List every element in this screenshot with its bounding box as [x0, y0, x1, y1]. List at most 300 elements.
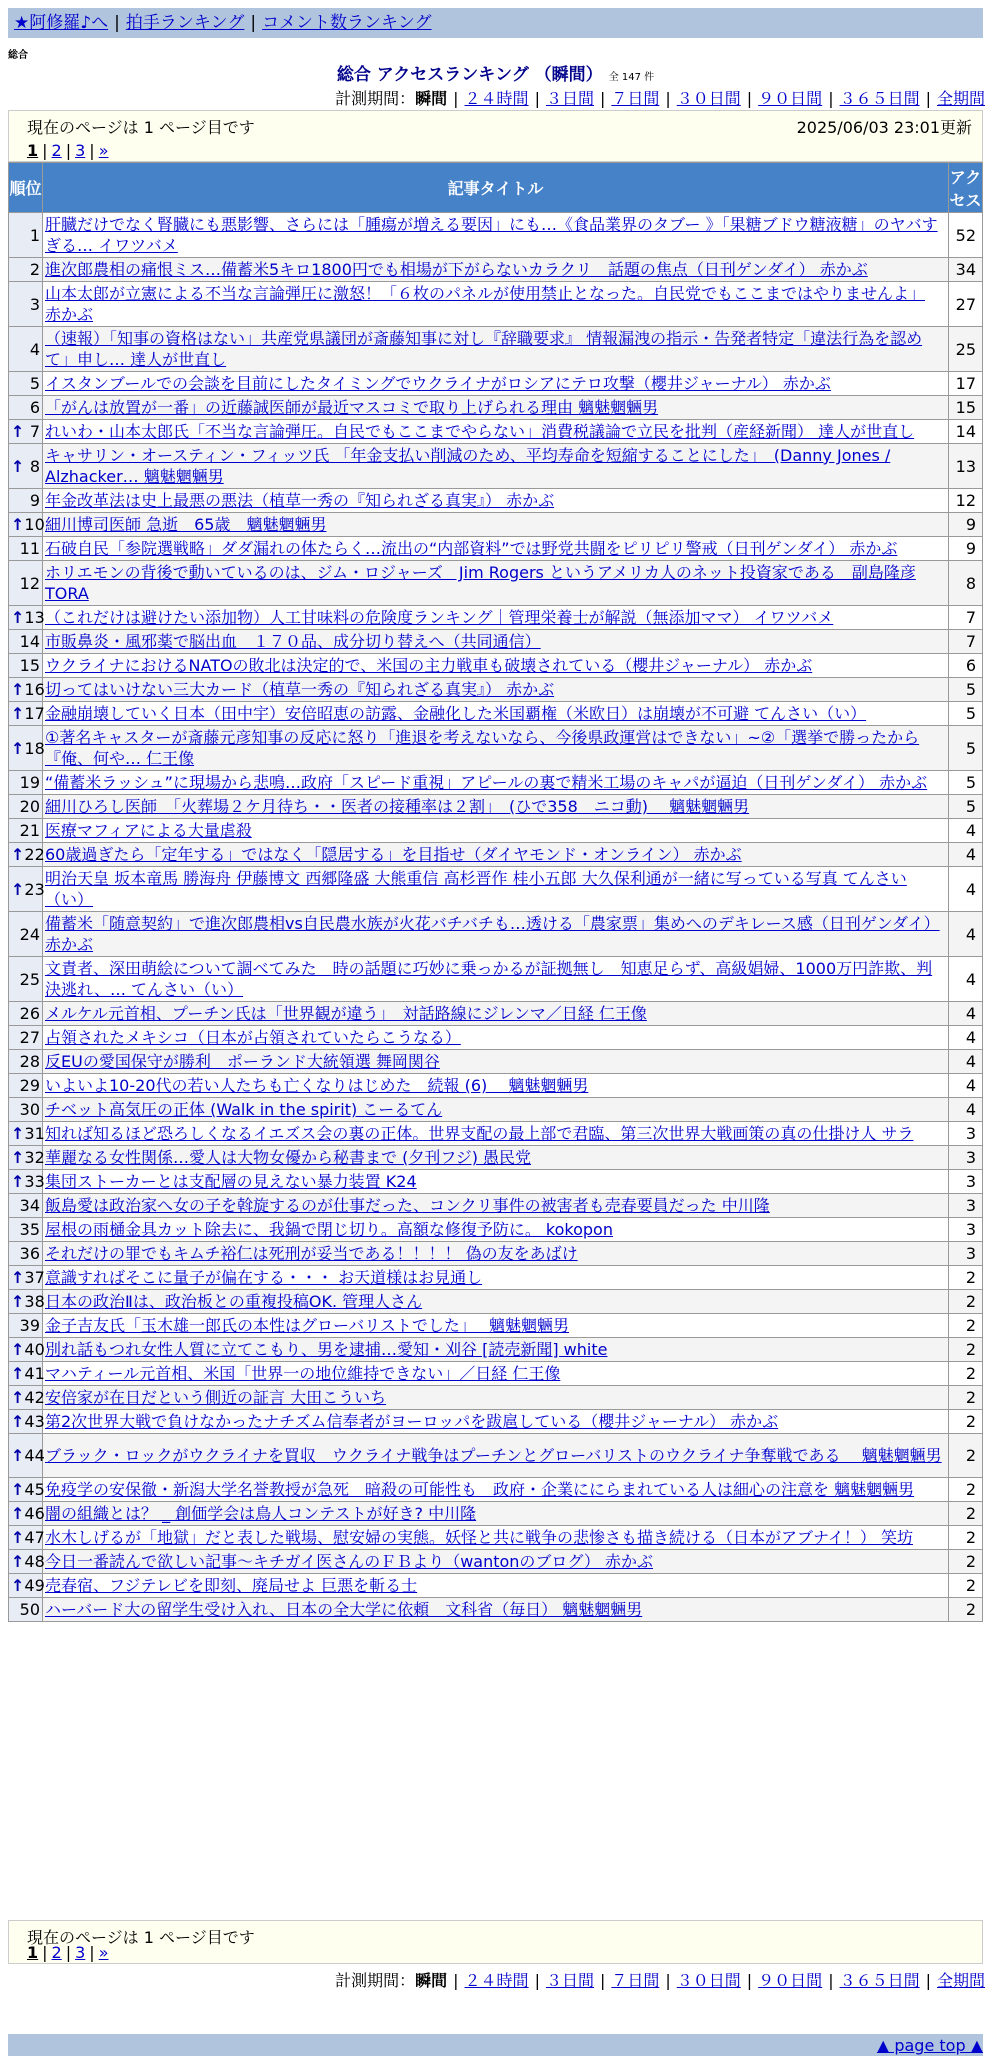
article-link[interactable]: 売春宿、フジテレビを即刻、廃局せよ 巨悪を斬る士 — [45, 1576, 418, 1595]
access-count: 2 — [949, 1314, 983, 1338]
table-row — [9, 1266, 983, 1290]
rank-number: 33 — [24, 1172, 45, 1191]
article-link[interactable]: れいわ・山本太郎氏「不当な言論弾圧。自民でもここまでやらない」消費税議論で立民を批判（産経新聞） 達人が世直し — [45, 422, 915, 441]
period-separator: | — [534, 89, 540, 108]
rank-cell — [9, 726, 43, 771]
article-link[interactable]: いよいよ10-20代の若い人たちも亡くなりはじめた 続報 (6) 魑魅魍魎男 — [45, 1076, 589, 1095]
rank-cell — [9, 1266, 43, 1290]
rank-number: 7 — [29, 422, 40, 441]
table-row — [9, 420, 983, 444]
pager-separator: | — [89, 141, 95, 160]
period-selector-top — [335, 86, 985, 109]
title-cell — [43, 606, 949, 630]
title-cell — [43, 726, 949, 771]
bottom-nav — [8, 2034, 983, 2056]
title-cell — [43, 1194, 949, 1218]
access-count: 2 — [949, 1434, 983, 1478]
access-count: 25 — [949, 327, 983, 372]
rank-cell — [9, 654, 43, 678]
article-link[interactable]: 日本の政治Ⅱは、政治板との重複投稿OK. 管理人さん — [45, 1292, 423, 1311]
rank-up-arrow-icon: ↑ — [11, 680, 25, 699]
title-cell — [43, 213, 949, 258]
rank-cell — [9, 771, 43, 795]
rank-up-arrow-icon: ↑ — [11, 845, 25, 864]
table-row — [9, 1026, 983, 1050]
next-page-link[interactable]: » — [98, 1943, 109, 1962]
period-separator: | — [453, 1971, 459, 1990]
page-top-link[interactable]: ▲ page top ▲ — [876, 2036, 983, 2055]
rank-cell — [9, 795, 43, 819]
rank-cell — [9, 630, 43, 654]
access-count: 4 — [949, 1074, 983, 1098]
table-row — [9, 630, 983, 654]
nav-separator: | — [250, 13, 257, 33]
rank-cell — [9, 258, 43, 282]
comment-ranking-link[interactable]: コメント数ランキング — [262, 13, 432, 33]
period-link[interactable]: ９０日間 — [758, 89, 823, 108]
article-link[interactable]: イスタンブールでの会談を目前にしたタイミングでウクライナがロシアにテロ攻撃（櫻井ジャーナル） 赤かぶ — [45, 374, 831, 393]
article-link[interactable]: 進次郎農相の痛恨ミス…備蓄米5キロ1800円でも相場が下がらないカラクリ 話題の焦点（日刊ゲンダイ） 赤かぶ — [45, 260, 868, 279]
period-link[interactable]: ３６５日間 — [839, 89, 920, 108]
period-link[interactable]: ９０日間 — [758, 1971, 823, 1990]
rank-number: 17 — [24, 704, 45, 723]
title-cell — [43, 1338, 949, 1362]
rank-up-arrow-icon: ↑ — [11, 1576, 25, 1595]
title-cell — [43, 489, 949, 513]
title-cell — [43, 1574, 949, 1598]
article-link[interactable]: 細川ひろし医師 「火葬場２ケ月待ち・・医者の接種率は２割」 (ひで358 ニコ動) 魑魅魍魎男 — [45, 797, 750, 816]
rank-number: 5 — [29, 374, 40, 393]
table-row — [9, 561, 983, 606]
period-link[interactable]: ３０日間 — [676, 89, 741, 108]
article-link[interactable]: （速報）「知事の資格はない」共産党県議団が斎藤知事に対し『辞職要求』 情報漏洩の指示・告発者特定「違法行為を認めて」申し… 達人が世直し — [45, 329, 923, 369]
rank-up-arrow-icon: ↑ — [11, 1552, 25, 1571]
pager-separator: | — [89, 1943, 95, 1962]
table-row — [9, 1002, 983, 1026]
rank-number: 30 — [19, 1100, 40, 1119]
article-link[interactable]: 医療マフィアによる大量虐殺 — [45, 821, 252, 840]
article-link[interactable]: 金子吉友氏「玉木雄一郎氏の本性はグローバリストでした」 魑魅魍魎男 — [45, 1316, 569, 1335]
rank-number: 16 — [24, 680, 45, 699]
access-count: 3 — [949, 1194, 983, 1218]
rank-number: 41 — [24, 1364, 45, 1383]
page-info-top — [8, 110, 983, 162]
rank-cell — [9, 678, 43, 702]
rank-number: 3 — [29, 294, 40, 314]
current-page-text: 現在のページは 1 ページ目です — [27, 118, 255, 137]
rank-cell — [9, 1074, 43, 1098]
rank-cell — [9, 702, 43, 726]
rank-cell — [9, 372, 43, 396]
article-link[interactable]: 第2次世界大戦で負けなかったナチズム信奉者がヨーロッパを跋扈している（櫻井ジャーナル） 赤かぶ — [45, 1412, 779, 1431]
article-link[interactable]: 石破自民「参院選戦略」ダダ漏れの体たらく…流出の“内部資料”では野党共闘をピリピリ警戒（日刊ゲンダイ） 赤かぶ — [45, 539, 898, 558]
rank-number: 46 — [24, 1504, 45, 1523]
access-count: 4 — [949, 1002, 983, 1026]
rank-up-arrow-icon: ↑ — [11, 422, 25, 441]
rank-number: 43 — [24, 1412, 45, 1431]
period-separator: | — [828, 89, 834, 108]
access-count: 4 — [949, 867, 983, 912]
page-link[interactable]: 3 — [75, 1943, 86, 1962]
period-link[interactable]: 全期間 — [936, 89, 985, 108]
title-cell — [43, 1050, 949, 1074]
access-count: 13 — [949, 444, 983, 489]
rank-cell — [9, 957, 43, 1002]
article-link[interactable]: ①著名キャスターが斎藤元彦知事の反応に怒り「進退を考えないなら、今後県政運営はできない」~②「選挙で勝ったから『俺、何や… 仁王像 — [45, 728, 920, 768]
rank-cell — [9, 396, 43, 420]
table-row — [9, 1386, 983, 1410]
rank-number: 39 — [19, 1316, 40, 1335]
period-separator: | — [925, 89, 931, 108]
access-count: 9 — [949, 537, 983, 561]
article-link[interactable]: チベット高気圧の正体 (Walk in the spirit) こーるてん — [45, 1100, 443, 1119]
title-cell — [43, 561, 949, 606]
access-count: 2 — [949, 1338, 983, 1362]
table-row — [9, 444, 983, 489]
title-cell — [43, 867, 949, 912]
period-separator: | — [665, 89, 671, 108]
article-link[interactable]: 別れ話もつれ女性人質に立てこもり、男を逮捕…愛知・刈谷 [読売新聞] white — [45, 1340, 608, 1359]
table-row — [9, 1502, 983, 1526]
article-link[interactable]: ホリエモンの背後で動いているのは、ジム・ロジャーズ Jim Rogers というアメリカ人のネット投資家である 副島隆彦TORA — [45, 563, 916, 603]
access-count: 5 — [949, 795, 983, 819]
table-row — [9, 957, 983, 1002]
access-count: 4 — [949, 843, 983, 867]
title-cell — [43, 1266, 949, 1290]
title-cell — [43, 1122, 949, 1146]
title-cell — [43, 1290, 949, 1314]
rank-cell — [9, 513, 43, 537]
article-link[interactable]: 肝臓だけでなく腎臓にも悪影響、さらには「腫瘍が増える要因」にも…《食品業界のタブー 》「果糖ブドウ糖液糖」のヤバすぎる… イワツバメ — [45, 215, 938, 255]
title-cell — [43, 795, 949, 819]
access-count: 4 — [949, 819, 983, 843]
page-link-current[interactable]: 1 — [27, 1943, 39, 1962]
period-link[interactable]: ３０日間 — [676, 1971, 741, 1990]
article-link[interactable]: 60歳過ぎたら「定年する」ではなく「隠居する」を目指せ（ダイヤモンド・オンライン） 赤かぶ — [45, 845, 742, 864]
article-link[interactable]: “備蓄米ラッシュ”に現場から悲鳴…政府「スピード重視」アピールの裏で精米工場のキャパが逼迫（日刊ゲンダイ） 赤かぶ — [45, 773, 928, 792]
access-count: 5 — [949, 771, 983, 795]
access-count: 2 — [949, 1478, 983, 1502]
access-count: 3 — [949, 1242, 983, 1266]
rank-cell — [9, 1526, 43, 1550]
article-link[interactable]: それだけの罪でもキムチ裕仁は死刑が妥当である！！！！ 偽の友をあばけ — [45, 1244, 578, 1263]
period-selector-bottom — [335, 1968, 985, 1991]
access-count: 6 — [949, 654, 983, 678]
article-link[interactable]: 切ってはいけない三大カード（植草一秀の『知られざる真実』） 赤かぶ — [45, 680, 555, 699]
rank-up-arrow-icon: ↑ — [11, 1446, 25, 1465]
article-link[interactable]: 市販鼻炎・風邪薬で脳出血 １７０品、成分切り替えへ（共同通信） — [45, 632, 541, 651]
table-row — [9, 396, 983, 420]
rank-number: 50 — [19, 1600, 40, 1619]
article-link[interactable]: 免疫学の安保徹・新潟大学名誉教授が急死 暗殺の可能性も 政府・企業ににらまれている人は細心の注意を 魑魅魍魎男 — [45, 1480, 915, 1499]
home-link[interactable]: ★阿修羅♪へ — [14, 13, 109, 33]
table-row — [9, 912, 983, 957]
article-link[interactable]: 華麗なる女性関係…愛人は大物女優から秘書まで (夕刊フジ) 愚民党 — [45, 1148, 532, 1167]
col-header-title: 記事タイトル — [43, 163, 949, 213]
table-row — [9, 1098, 983, 1122]
title-cell — [43, 1218, 949, 1242]
rank-number: 13 — [24, 608, 45, 627]
rank-cell — [9, 912, 43, 957]
article-link[interactable]: キャサリン・オースティン・フィッツ氏 「年金支払い削減のため、平均寿命を短縮することにした」 (Danny Jones / Alzhacker… 魑魅魍魎男 — [45, 446, 891, 486]
article-link[interactable]: 闇の組織とは？ _ 創価学会は鳥人コンテストが好き? 中川隆 — [45, 1504, 477, 1523]
rank-number: 9 — [29, 491, 40, 510]
rank-number: 37 — [24, 1268, 45, 1287]
access-count: 5 — [949, 702, 983, 726]
rank-up-arrow-icon: ↑ — [11, 1528, 25, 1547]
article-link[interactable]: マハティール元首相、米国「世界一の地位維持できない」／日経 仁王像 — [45, 1364, 561, 1383]
rank-cell — [9, 843, 43, 867]
rank-number: 10 — [24, 515, 45, 534]
title-cell — [43, 327, 949, 372]
title-cell — [43, 678, 949, 702]
rank-cell — [9, 867, 43, 912]
rank-cell — [9, 1338, 43, 1362]
period-link[interactable]: ７日間 — [611, 1971, 660, 1990]
title-cell — [43, 1314, 949, 1338]
table-row — [9, 1434, 983, 1478]
col-header-rank: 順位 — [9, 163, 43, 213]
rank-cell — [9, 444, 43, 489]
access-count: 2 — [949, 1266, 983, 1290]
access-count: 4 — [949, 957, 983, 1002]
rank-number: 19 — [19, 773, 40, 792]
access-count: 52 — [949, 213, 983, 258]
rank-cell — [9, 1410, 43, 1434]
article-link[interactable]: ウクライナにおけるNATOの敗北は決定的で、米国の主力戦車も破壊されている（櫻井ジャーナル） 赤かぶ — [45, 656, 813, 675]
article-link[interactable]: 明治天皇 坂本竜馬 勝海舟 伊藤博文 西郷隆盛 大熊重信 高杉晋作 桂小五郎 大久保利通が一緒に写っている写真 てんさい（い） — [45, 869, 907, 909]
table-row — [9, 1338, 983, 1362]
table-row — [9, 1362, 983, 1386]
rank-cell — [9, 282, 43, 327]
access-count: 2 — [949, 1362, 983, 1386]
rank-cell — [9, 1026, 43, 1050]
table-row — [9, 372, 983, 396]
article-link[interactable]: 今日一番読んで欲しい記事〜キチガイ医さんのＦＢより（wantonのブログ） 赤かぶ — [45, 1552, 654, 1571]
article-link[interactable]: 年金改革法は史上最悪の悪法（植草一秀の『知られざる真実』） 赤かぶ — [45, 491, 555, 510]
rank-cell — [9, 1502, 43, 1526]
article-link[interactable]: 知れば知るほど恐ろしくなるイエズス会の裏の正体。世界支配の最上部で君臨、第三次世界大戦画策の真の仕掛け人 サラ — [45, 1124, 914, 1143]
article-link[interactable]: 文責者、深田萌絵について調べてみた 時の話題に巧妙に乗っかるが証拠無し 知恵足らず、高級娼婦、1000万円詐欺、判決逃れ、… てんさい（い） — [45, 959, 933, 999]
rank-number: 31 — [24, 1124, 45, 1143]
rank-number: 21 — [19, 821, 40, 840]
article-link[interactable]: メルケル元首相、プーチン氏は「世界観が違う」 対話路線にジレンマ／日経 仁王像 — [45, 1004, 647, 1023]
title-cell — [43, 396, 949, 420]
table-row — [9, 282, 983, 327]
access-count: 2 — [949, 1574, 983, 1598]
page-link[interactable]: 2 — [51, 1943, 62, 1962]
pager-separator: | — [65, 1943, 72, 1962]
title-cell — [43, 420, 949, 444]
access-count: 3 — [949, 1146, 983, 1170]
rank-number: 45 — [24, 1480, 45, 1499]
title-cell — [43, 1170, 949, 1194]
article-link[interactable]: 占領されたメキシコ（日本が占領されていたらこうなる） — [45, 1028, 461, 1047]
article-link[interactable]: 細川博司医師 急逝 65歳 魑魅魍魎男 — [45, 515, 327, 534]
rank-up-arrow-icon: ↑ — [11, 1412, 25, 1431]
rank-up-arrow-icon: ↑ — [11, 1172, 25, 1191]
access-count: 2 — [949, 1410, 983, 1434]
rank-number: 4 — [29, 339, 40, 359]
title-cell — [43, 1386, 949, 1410]
table-row — [9, 258, 983, 282]
table-row — [9, 1574, 983, 1598]
page-link[interactable]: 2 — [51, 141, 62, 160]
article-link[interactable]: ハーバード大の留学生受け入れ、日本の全大学に依頼 文科省（毎日） 魑魅魍魎男 — [45, 1600, 643, 1619]
title-cell — [43, 1434, 949, 1478]
period-link[interactable]: ２４時間 — [464, 1971, 529, 1990]
rank-cell — [9, 1098, 43, 1122]
period-separator: | — [599, 89, 606, 108]
period-separator: | — [599, 1971, 606, 1990]
rank-cell — [9, 1434, 43, 1478]
access-count: 4 — [949, 1026, 983, 1050]
pager-separator: | — [65, 141, 72, 160]
table-row — [9, 1526, 983, 1550]
rank-cell — [9, 1362, 43, 1386]
period-link[interactable]: ３日間 — [545, 89, 594, 108]
table-row — [9, 1410, 983, 1434]
title-cell — [43, 912, 949, 957]
rank-up-arrow-icon: ↑ — [11, 1340, 25, 1359]
article-link[interactable]: 意識すればそこに量子が偏在する・・・ お天道様はお見通し — [45, 1268, 483, 1287]
article-link[interactable]: 山本太郎が立憲による不当な言論弾圧に激怒！「６枚のパネルが使用禁止となった。自民党でもここまではやりませんよ」 赤かぶ — [45, 284, 926, 324]
table-row — [9, 1478, 983, 1502]
table-row — [9, 726, 983, 771]
article-link[interactable]: 水木しげるが「地獄」だと表した戦場、慰安婦の実態。妖怪と共に戦争の悲惨さも描き続ける（日本がアブナイ！） 笑坊 — [45, 1528, 913, 1547]
rank-up-arrow-icon: ↑ — [11, 1148, 25, 1167]
period-link[interactable]: ７日間 — [611, 89, 660, 108]
page-link[interactable]: 3 — [75, 141, 86, 160]
title-cell — [43, 654, 949, 678]
article-link[interactable]: 反EUの愛国保守が勝利 ポーランド大統領選 舞岡関谷 — [45, 1052, 440, 1071]
rank-number: 40 — [24, 1340, 45, 1359]
title-cell — [43, 372, 949, 396]
table-row — [9, 1170, 983, 1194]
rank-up-arrow-icon: ↑ — [11, 1292, 25, 1311]
rank-number: 44 — [24, 1446, 45, 1465]
nav-separator: | — [114, 13, 120, 33]
rank-cell — [9, 420, 43, 444]
period-separator: | — [925, 1971, 931, 1990]
rank-number: 38 — [24, 1292, 45, 1311]
rank-cell — [9, 819, 43, 843]
article-link[interactable]: ブラック・ロックがウクライナを買収 ウクライナ戦争はプーチンとグローバリストのウクライナ争奪戦である 魑魅魍魎男 — [45, 1446, 942, 1465]
rank-cell — [9, 1194, 43, 1218]
rank-number: 1 — [29, 225, 40, 245]
rank-cell — [9, 606, 43, 630]
rank-number: 42 — [24, 1388, 45, 1407]
table-row — [9, 771, 983, 795]
next-page-link[interactable]: » — [98, 141, 109, 160]
rank-up-arrow-icon: ↑ — [11, 515, 25, 534]
rank-cell — [9, 1050, 43, 1074]
table-row — [9, 654, 983, 678]
title-cell — [43, 1526, 949, 1550]
rank-number: 24 — [19, 924, 40, 944]
rank-number: 15 — [19, 656, 40, 675]
article-link[interactable]: 「がんは放置が一番」の近藤誠医師が最近マスコミで取り上げられる理由 魑魅魍魎男 — [45, 398, 659, 417]
page-title — [0, 60, 991, 85]
period-current: 瞬間 — [415, 1971, 448, 1990]
period-link[interactable]: ３日間 — [545, 1971, 594, 1990]
table-row — [9, 1218, 983, 1242]
table-row — [9, 213, 983, 258]
title-cell — [43, 258, 949, 282]
pager — [27, 141, 108, 160]
rank-number: 20 — [19, 797, 40, 816]
access-count: 34 — [949, 258, 983, 282]
rank-number: 23 — [24, 879, 45, 899]
rank-cell — [9, 1314, 43, 1338]
page-title-text: 総合 アクセスランキング （瞬間） — [336, 65, 603, 85]
col-header-access: アクセス — [949, 163, 983, 213]
rank-number: 35 — [19, 1220, 40, 1239]
access-count: 17 — [949, 372, 983, 396]
rank-cell — [9, 537, 43, 561]
table-row — [9, 819, 983, 843]
rank-up-arrow-icon: ↑ — [11, 456, 25, 476]
rank-number: 34 — [19, 1196, 40, 1215]
article-link[interactable]: 屋根の雨樋金具カット除去に、我鍋で閉じ切り。高額な修復予防に。 kokopon — [45, 1220, 613, 1239]
rank-up-arrow-icon: ↑ — [11, 1480, 25, 1499]
period-link[interactable]: ３６５日間 — [839, 1971, 920, 1990]
access-count: 2 — [949, 1502, 983, 1526]
article-link[interactable]: 金融崩壊していく日本（田中宇）安倍昭恵の訪露、金融化した米国覇権（米欧日）は崩壊が不可避 てんさい（い） — [45, 704, 867, 723]
title-cell — [43, 1550, 949, 1574]
rank-number: 12 — [19, 573, 40, 593]
title-cell — [43, 282, 949, 327]
rank-number: 27 — [19, 1028, 40, 1047]
article-link[interactable]: 飯島愛は政治家へ女の子を斡旋するのが仕事だった、コンクリ事件の被害者も売春要員だった 中川隆 — [45, 1196, 770, 1215]
table-row — [9, 1074, 983, 1098]
title-cell — [43, 1478, 949, 1502]
pager — [27, 1943, 108, 1962]
rank-number: 18 — [24, 738, 45, 758]
page-link-current[interactable]: 1 — [27, 141, 39, 160]
article-link[interactable]: 集団ストーカーとは支配層の見えない暴力装置 K24 — [45, 1172, 417, 1191]
table-row — [9, 1242, 983, 1266]
rank-number: 14 — [19, 632, 40, 651]
table-row — [9, 1050, 983, 1074]
rank-number: 6 — [29, 398, 40, 417]
article-link[interactable]: （これだけは避けたい添加物）人工甘味料の危険度ランキング｜管理栄養士が解説（無添加ママ） イワツバメ — [45, 608, 834, 627]
table-row — [9, 843, 983, 867]
pager-separator: | — [42, 1943, 48, 1962]
access-count: 3 — [949, 1218, 983, 1242]
rank-number: 32 — [24, 1148, 45, 1167]
title-cell — [43, 1026, 949, 1050]
article-link[interactable]: 備蓄米「随意契約」で進次郎農相vs自民農水族が火花バチバチも…透ける「農家票」集めへのデキレース感（日刊ゲンダイ） 赤かぶ — [45, 914, 940, 954]
clap-ranking-link[interactable]: 拍手ランキング — [125, 13, 245, 33]
title-cell — [43, 1242, 949, 1266]
period-link[interactable]: 全期間 — [936, 1971, 985, 1990]
title-cell — [43, 1074, 949, 1098]
article-link[interactable]: 安倍家が在日だという側近の証言 大田こういち — [45, 1388, 387, 1407]
access-count: 4 — [949, 1098, 983, 1122]
title-cell — [43, 537, 949, 561]
subsite-label: 総合 — [8, 50, 28, 61]
access-count: 9 — [949, 513, 983, 537]
rank-cell — [9, 1550, 43, 1574]
period-link[interactable]: ２４時間 — [464, 89, 529, 108]
period-separator: | — [665, 1971, 671, 1990]
table-row — [9, 1314, 983, 1338]
rank-up-arrow-icon: ↑ — [11, 1364, 25, 1383]
period-separator: | — [746, 1971, 753, 1990]
table-row — [9, 795, 983, 819]
rank-cell — [9, 1290, 43, 1314]
